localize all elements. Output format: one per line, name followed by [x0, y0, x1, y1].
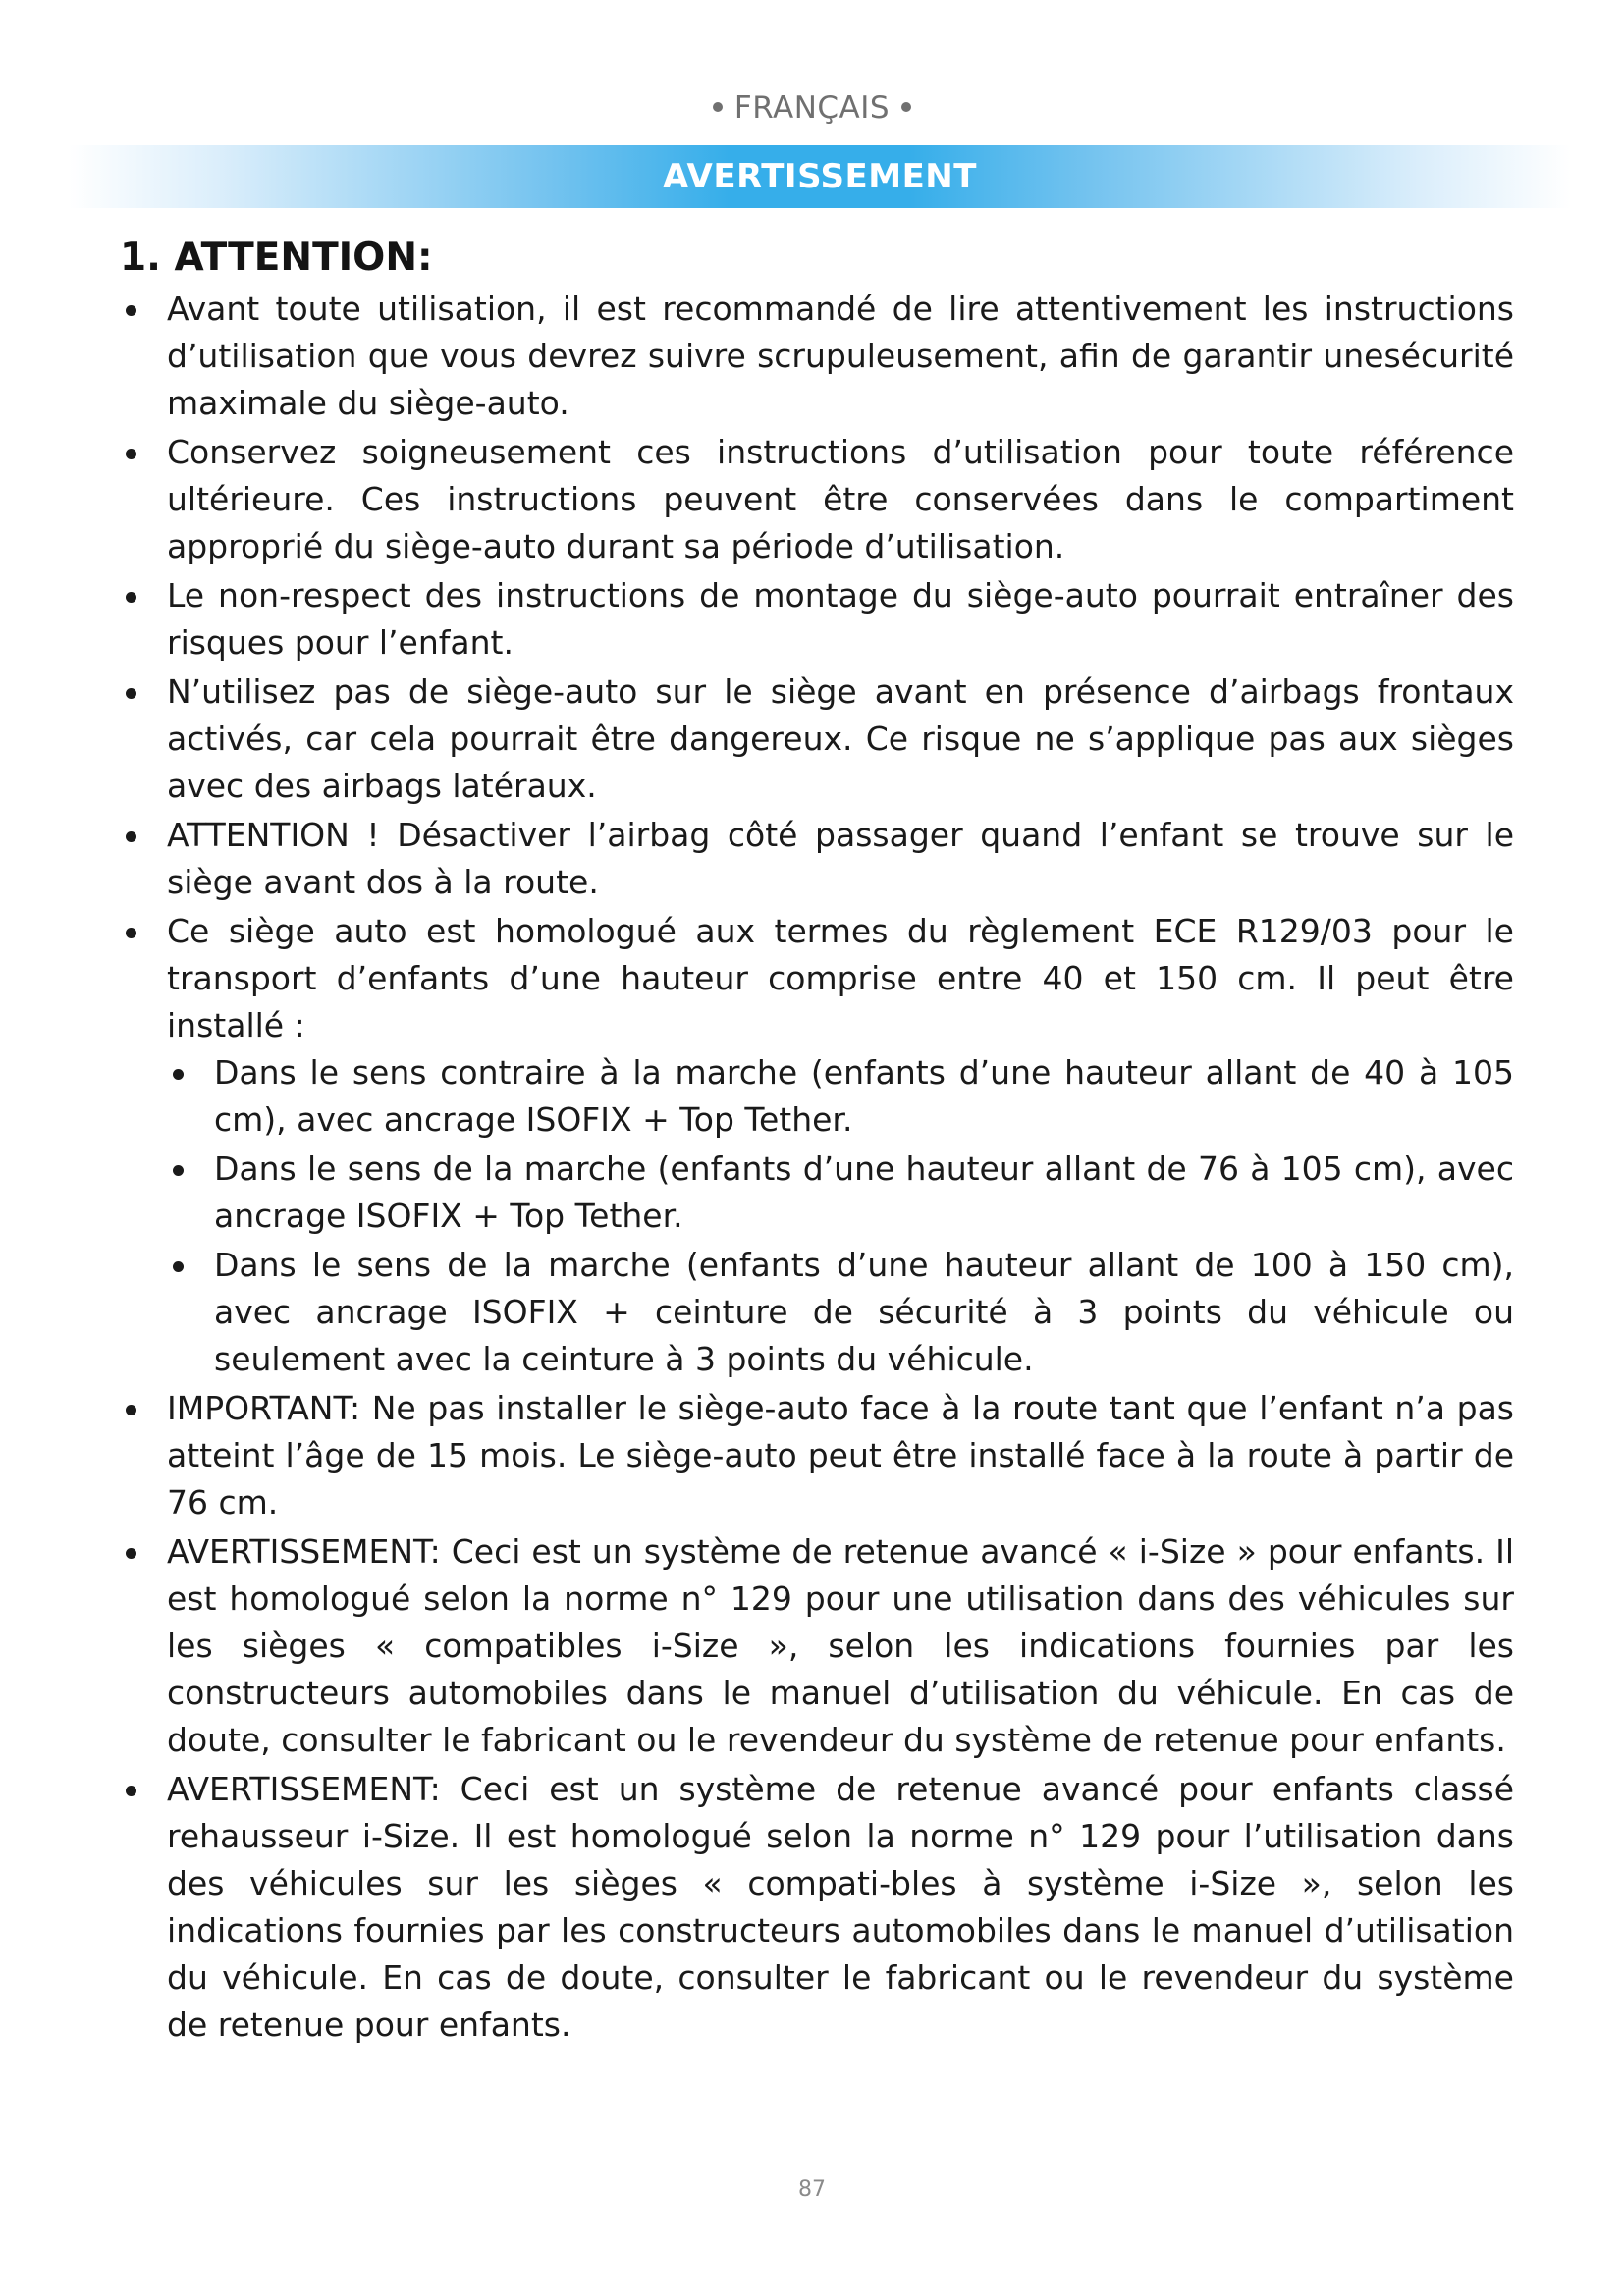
list-item-text: Ce siège auto est homologué aux termes du règlement ECE R129/03 pour le transport d’enfants d’une hauteur comprise entre 40 et 150 cm. Il peut être installé : [167, 912, 1514, 1044]
section-banner [69, 145, 1571, 208]
bullet-dot-icon [713, 102, 723, 112]
list-item: Le non-respect des instructions de montage du siège-auto pourrait entraîner des risques pour l’enfant. [120, 572, 1514, 667]
banner-title: AVERTISSEMENT [663, 157, 977, 196]
language-label: FRANÇAIS [733, 90, 891, 126]
language-header [0, 90, 1624, 126]
list-item: N’utilisez pas de siège-auto sur le siège avant en présence d’airbags frontaux activés, car cela pourrait être dangereux. Ce risque ne s’applique pas aux sièges avec des airbags latéraux. [120, 668, 1514, 810]
list-item-with-sublist [120, 908, 1514, 1383]
list-item: AVERTISSEMENT: Ceci est un système de retenue avancé « i-Size » pour enfants. Il est homologué selon la norme n° 129 pour une utilisation dans des véhicules sur les sièges « compatibles i-Size », selon les indications fournies par les constructeurs automobiles dans le manuel d’utilisation du véhicule. En cas de doute, consulter le fabricant ou le revendeur du système de retenue pour enfants. [120, 1528, 1514, 1764]
list-item: Avant toute utilisation, il est recommandé de lire attentivement les instructions d’utilisation que vous devrez suivre scrupuleusement, afin de garantir unesécurité maximale du siège-auto. [120, 286, 1514, 427]
list-item: ATTENTION ! Désactiver l’airbag côté passager quand l’enfant se trouve sur le siège avant dos à la route. [120, 812, 1514, 906]
list-item: AVERTISSEMENT: Ceci est un système de retenue avancé pour enfants classé rehausseur i-Size. Il est homologué selon la norme n° 129 pour l’utilisation dans des véhicules sur les sièges « compati-bles à système i-Size », selon les indications fournies par les constructeurs automobiles dans le manuel d’utilisation du véhicule. En cas de doute, consulter le fabricant ou le revendeur du système de retenue pour enfants. [120, 1766, 1514, 2049]
sub-list-item: Dans le sens de la marche (enfants d’une hauteur allant de 76 à 105 cm), avec ancrage ISOFIX + Top Tether. [167, 1146, 1514, 1240]
list-item: IMPORTANT: Ne pas installer le siège-auto face à la route tant que l’enfant n’a pas atteint l’âge de 15 mois. Le siège-auto peut être installé face à la route à partir de 76 cm. [120, 1385, 1514, 1526]
page-number: 87 [798, 2177, 826, 2202]
section-title: 1. ATTENTION: [120, 236, 433, 280]
sub-list-item: Dans le sens de la marche (enfants d’une hauteur allant de 100 à 150 cm), avec ancrage ISOFIX + ceinture de sécurité à 3 points du véhicule ou seulement avec la ceinture à 3 points du véhicule. [167, 1242, 1514, 1383]
main-content [120, 236, 1514, 2051]
sub-list-item: Dans le sens contraire à la marche (enfants d’une hauteur allant de 40 à 105 cm), avec ancrage ISOFIX + Top Tether. [167, 1049, 1514, 1144]
list-item: Conservez soigneusement ces instructions d’utilisation pour toute référence ultérieure. Ces instructions peuvent être conservées dans le compartiment approprié du siège-auto durant sa période d’utilisation. [120, 429, 1514, 570]
bullet-dot-icon [901, 102, 911, 112]
warning-list [120, 286, 1514, 2049]
installation-modes-list [167, 1049, 1514, 1383]
